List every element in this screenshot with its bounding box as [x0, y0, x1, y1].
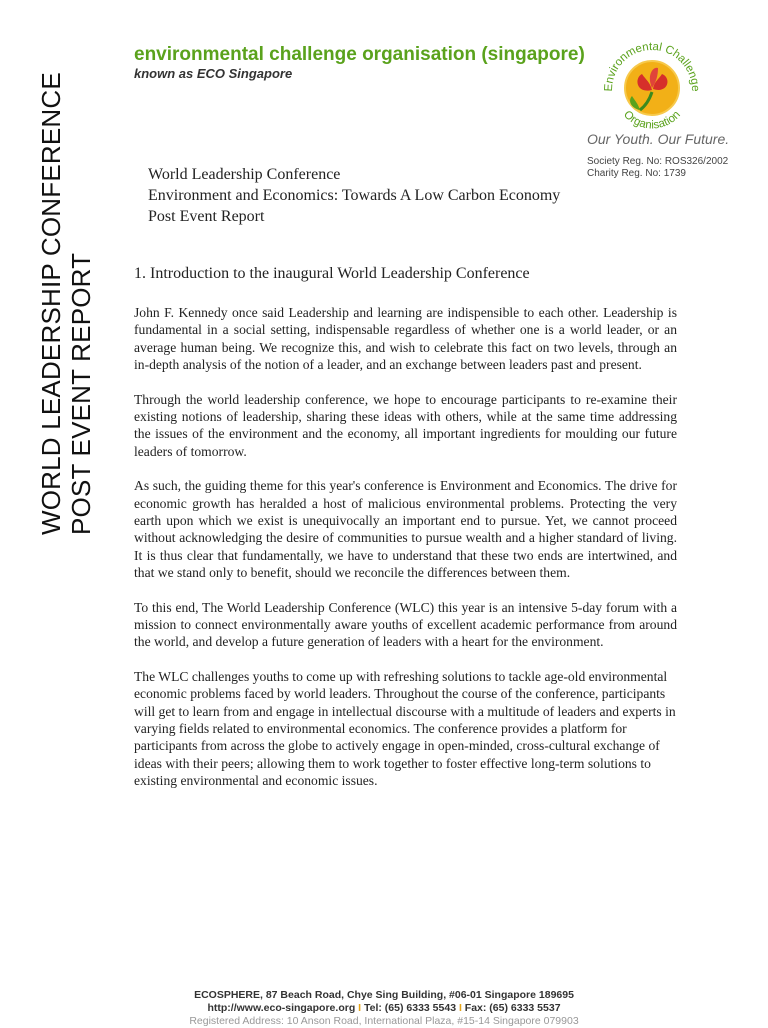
vertical-title-line-1: WORLD LEADERSHIP CONFERENCE: [36, 72, 66, 535]
tagline: Our Youth. Our Future.: [587, 131, 730, 147]
paragraph: The WLC challenges youths to come up with refreshing solutions to tackle age-old environmental economic problems faced by world leaders. Throughout the course of the conference, participants will get to learn from and engage in intellectual discourse with a multitude of leaders and experts in varying fields related to environmental economics. The conference provides a platform for participants from across the globe to actively engage in open-minded, cross-cultural exchange of ideas with their peers; allowing them to work together to foster effective long-term solutions to existing environmental and economic issues.: [134, 669, 676, 788]
eco-logo-icon: [596, 30, 708, 142]
footer-fax: Fax: (65) 6333 5537: [464, 1002, 561, 1014]
section-heading: 1. Introduction to the inaugural World Leadership Conference: [134, 265, 530, 282]
vertical-report-title: [36, 72, 96, 535]
paragraph: As such, the guiding theme for this year's conference is Environment and Economics. The drive for economic growth has heralded a host of malicious environmental problems. Protecting the very earth upon which we exist is unequivocally an important end to pursue. Yet, we cannot proceed without acknowledging the desire of communities to pursue wealth and a higher standard of living. It is thus clear that fundamentally, we have to understand that these two ends are intertwined, and that we stand only to benefit, should we reconcile the differences between them.: [134, 478, 677, 580]
society-reg-number: Society Reg. No: ROS326/2002: [587, 156, 729, 167]
footer-website-link[interactable]: http://www.eco-singapore.org: [207, 1002, 356, 1014]
organisation-alias: known as ECO Singapore: [134, 66, 293, 81]
footer-registered-address: Registered Address: 10 Anson Road, International Plaza, #15-14 Singapore 079903: [189, 1015, 579, 1027]
report-header: [148, 164, 560, 227]
footer: [0, 989, 768, 1028]
registration-info: [587, 156, 728, 180]
footer-separator: I: [358, 1002, 364, 1014]
report-type: Post Event Report: [148, 208, 265, 225]
charity-reg-number: Charity Reg. No: 1739: [587, 168, 686, 179]
footer-tel: Tel: (65) 6333 5543: [364, 1002, 457, 1014]
organisation-name: environmental challenge organisation (singapore): [134, 44, 585, 65]
vertical-title-line-2: POST EVENT REPORT: [66, 252, 96, 535]
footer-address: ECOSPHERE, 87 Beach Road, Chye Sing Building, #06-01 Singapore 189695: [194, 989, 574, 1001]
logo-ring-text-top: Environmental Challenge: [602, 40, 702, 92]
conference-theme: Environment and Economics: Towards A Low Carbon Economy: [148, 187, 561, 204]
paragraph: Through the world leadership conference, we hope to encourage participants to re-examine their existing notions of leadership, sharing these ideas with others, while at the same time addressing the issues of the environment and the economy, all important ingredients for moulding our future leaders of tomorrow.: [134, 391, 677, 459]
footer-contact: [0, 1002, 768, 1015]
paragraph: To this end, The World Leadership Conference (WLC) this year is an intensive 5-day forum with a mission to connect environmentally aware youths of excellent academic performance from around the world, and develop a future generation of leaders with a heart for the environment.: [134, 599, 677, 650]
logo-ring-text-bottom: Organisation: [621, 108, 683, 132]
footer-separator: I: [458, 1002, 465, 1014]
paragraph: John F. Kennedy once said Leadership and learning are indispensible to each other. Leadership is fundamental in a social setting, indispensable regardless of whether one is a world leader, or an average human being. We recognize this, and wish to celebrate this fact on two levels, through an in-depth analysis of the notion of a leader, and an exchange between leaders past and present.: [134, 305, 677, 372]
conference-name: World Leadership Conference: [148, 166, 341, 183]
body-text: [134, 304, 677, 807]
